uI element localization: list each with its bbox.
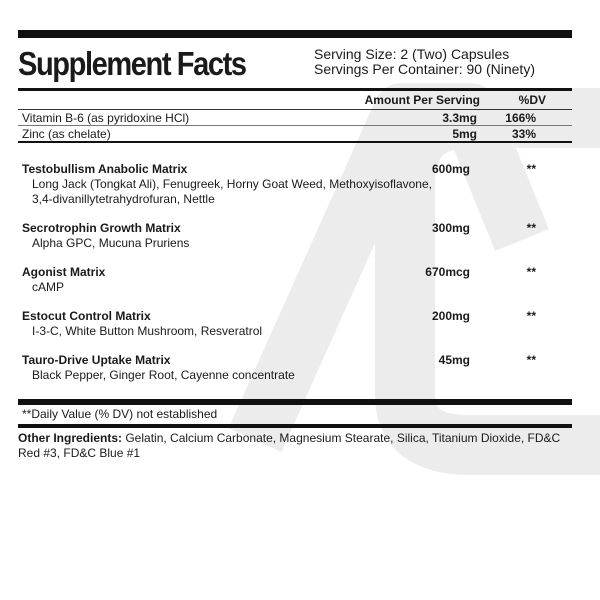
blend-ingredients: Black Pepper, Ginger Root, Cayenne concentrate (32, 368, 295, 382)
serving-info (314, 47, 535, 77)
other-ingredients-label: Other Ingredients: (18, 431, 123, 445)
supplement-facts-panel (18, 30, 572, 461)
amount-per-serving-header: Amount Per Serving (364, 93, 480, 107)
panel-header (18, 38, 572, 88)
vitamin-name: Zinc (as chelate) (22, 127, 111, 141)
blend-name: Agonist Matrix (22, 265, 106, 279)
blend-dv: ** (526, 265, 536, 279)
vitamin-name: Vitamin B-6 (as pyridoxine HCl) (22, 111, 190, 125)
other-ingredients (18, 428, 563, 461)
blend-list (18, 143, 572, 399)
blend-dv: ** (526, 309, 536, 323)
column-headers (18, 91, 572, 109)
blend-amount: 670mcg (425, 265, 470, 279)
vitamin-dv: 166% (505, 111, 536, 125)
blend-dv: ** (526, 221, 536, 235)
daily-value-footnote: **Daily Value (% DV) not established (22, 407, 218, 421)
blend-name: Testobullism Anabolic Matrix (22, 162, 188, 176)
daily-value-header: %DV (518, 93, 546, 107)
vitamin-dv: 33% (511, 127, 536, 141)
vitamin-row (18, 110, 572, 125)
blend-name: Estocut Control Matrix (22, 309, 151, 323)
vitamin-row (18, 126, 572, 141)
servings-per-container: Servings Per Container: 90 (Ninety) (314, 61, 535, 77)
top-rule (18, 30, 572, 38)
blend-dv: ** (526, 162, 536, 176)
blend-name: Secrotrophin Growth Matrix (22, 221, 181, 235)
blend-amount: 600mg (431, 162, 470, 176)
vitamin-amount: 3.3mg (442, 111, 477, 125)
other-ingredients-text: Gelatin, Calcium Carbonate, Magnesium Stearate, Silica, Titanium Dioxide, FD&C Red #3, FD&C Blue #1 (18, 431, 561, 460)
blend-dv: ** (526, 353, 536, 367)
blend-ingredients: Long Jack (Tongkat Ali), Fenugreek, Horny Goat Weed, Methoxyisoflavone, 3,4-divanillytetrahydrofuran, Nettle (32, 177, 432, 206)
blend-name: Tauro-Drive Uptake Matrix (22, 353, 171, 367)
blend-amount: 300mg (431, 221, 470, 235)
panel-title: Supplement Facts (18, 45, 246, 82)
blend-ingredients: cAMP (32, 280, 65, 294)
serving-size: Serving Size: 2 (Two) Capsules (314, 46, 510, 62)
blend-ingredients: Alpha GPC, Mucuna Pruriens (32, 236, 190, 250)
blend-amount: 200mg (431, 309, 470, 323)
vitamin-amount: 5mg (452, 127, 477, 141)
blend-ingredients: I-3-C, White Button Mushroom, Resveratrol (32, 324, 263, 338)
blend-amount: 45mg (438, 353, 470, 367)
